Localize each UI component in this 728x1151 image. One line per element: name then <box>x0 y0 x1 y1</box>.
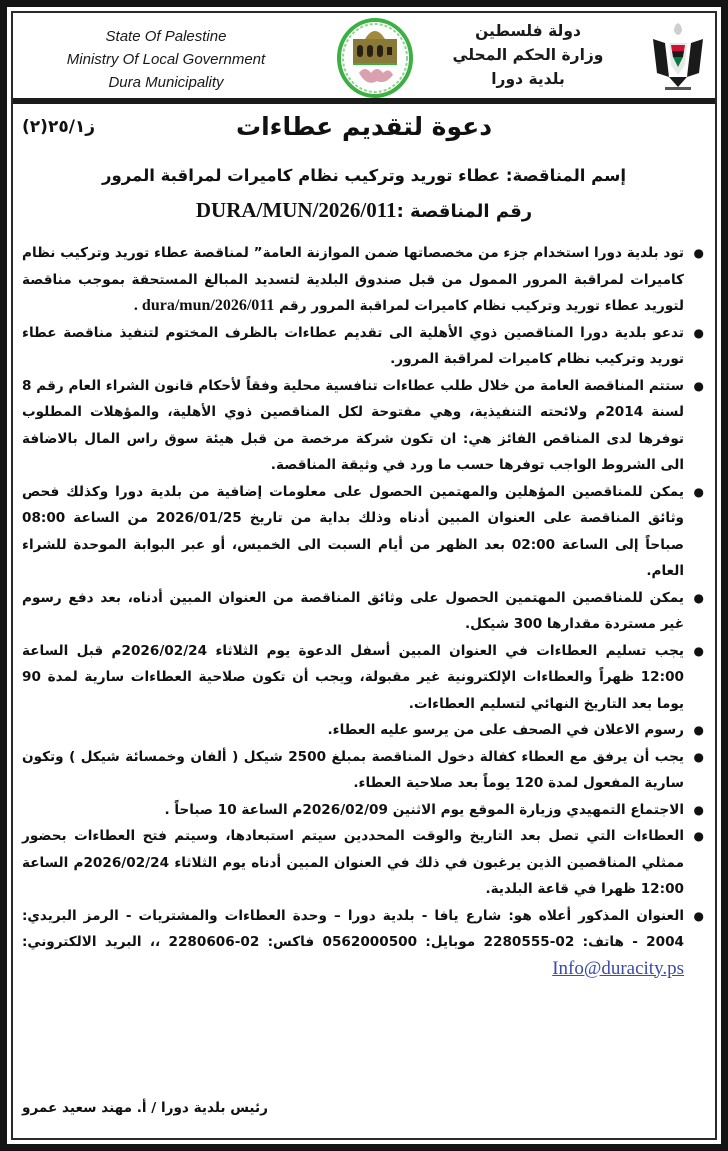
municipality-emblem-icon <box>335 17 415 99</box>
list-item: ● الاجتماع التمهيدي وزيارة الموقع يوم الاثنين 2026/02/09م الساعة 10 صباحاً . <box>22 797 706 824</box>
page-title: دعوة لتقديم عطاءات <box>235 112 493 141</box>
bullet-icon: ● <box>693 802 704 817</box>
list-item: ● رسوم الاعلان في الصحف على من يرسو عليه العطاء. <box>22 717 706 744</box>
bullet-icon: ● <box>693 643 704 658</box>
signature: رئيس بلدية دورا / أ. مهند سعيد عمرو <box>22 1100 268 1116</box>
tender-number-label: رقم المناقصة : <box>396 201 533 222</box>
header-en-line-state: State Of Palestine <box>105 28 227 45</box>
header-ar-line-state: دولة فلسطين <box>475 22 581 40</box>
tender-ref: dura/mun/2026/011 . <box>133 297 275 314</box>
bullet-icon: ● <box>693 908 704 923</box>
tender-name-label: إسم المناقصة: <box>505 166 626 185</box>
tender-name <box>0 166 728 185</box>
bullet-icon: ● <box>693 378 704 393</box>
bullet-icon: ● <box>693 246 704 260</box>
header-ar-line-ministry: وزارة الحكم المحلي <box>452 46 604 64</box>
bullet-icon: ● <box>693 749 704 764</box>
header-english <box>51 25 281 94</box>
header-arabic <box>433 19 623 91</box>
tender-terms-list <box>22 240 706 983</box>
bullet-icon: ● <box>693 590 704 605</box>
reference-code: ز٢٥/١(٢) <box>22 117 96 137</box>
list-item: ● العطاءات التي تصل بعد التاريخ والوقت المحددين سيتم استبعادها، وسيتم فتح العطاءات بحضور ممثلي المناقصين الذين يرغبون في ذلك في العنوان المبين أدناه يوم الثلاثاء 2026/02/24م الساعة 12:00 ظهرا في قاعة البلدية. <box>22 823 706 903</box>
list-item: ● تود بلدية دورا استخدام جزء من مخصصاتها ضمن الموازنة العامة” لمناقصة عطاء توريد وتركيب نظام كاميرات لمراقبة المرور الممول من قبل صندوق البلدية لتسديد المبالغ المستحقة بموجب مناقصة لتوريد عطاء توريد وتركيب نظام كاميرات لمراقبة المرور رقم dura/mun/2026/011 . <box>22 240 706 320</box>
header-en-line-ministry: Ministry Of Local Government <box>66 51 266 68</box>
list-item: ● يمكن للمناقصين المؤهلين والمهتمين الحصول على معلومات إضافية من بلدية دورا وكذلك فحص وثائق المناقصة على العنوان المبين أدناه وذلك بداية من تاريخ 2026/01/25 من الساعة 08:00 صباحاً إلى الساعة 02:00 بعد الظهر من أيام السبت الى الخميس، أو عبر البوابة الموحدة للشراء العام. <box>22 479 706 585</box>
header-divider <box>13 98 715 104</box>
list-item: ● يجب تسليم العطاءات في العنوان المبين أسفل الدعوة يوم الثلاثاء 2026/02/24م قبل الساعة 12:00 ظهراً والعطاءات الإلكترونية غير مقبولة، ويجب أن تكون صلاحية العطاءات سارية لمدة 90 يوما بعد التاريخ النهائي لتسليم العطاءات. <box>22 638 706 718</box>
bullet-icon: ● <box>693 484 704 499</box>
tender-name-value: عطاء توريد وتركيب نظام كاميرات لمراقبة المرور <box>101 166 501 185</box>
email-link[interactable]: Info@duracity.ps <box>552 957 684 979</box>
list-item-address: ● العنوان المذكور أعلاه هو: شارع يافا - بلدية دورا – وحدة العطاءات والمشتريات - الرمز البريدي: 2004 - هاتف: 02-2280555 موبايل: 0562000500 فاكس: 02-2280606 ،، البريد الالكتروني: Info@duracity.ps <box>22 903 706 984</box>
list-item: ● تدعو بلدية دورا المناقصين ذوي الأهلية الى تقديم عطاءات بالظرف المختوم لتنفيذ مناقصة عطاء توريد وتركيب نظام كاميرات لمراقبة المرور. <box>22 320 706 373</box>
bullet-icon: ● <box>693 829 704 843</box>
list-item: ● ستتم المناقصة العامة من خلال طلب عطاءات تنافسية محلية وفقاً لأحكام قانون الشراء العام رقم 8 لسنة 2014م ولائحته التنفيذية، وهي مفتوحة لكل المناقصين ذوي الأهلية، والمؤهلات المطلوب توفرها لدى المناقص الفائز هي: ان تكون شركة مرخصة من قبل هيئة سوق راس المال بالاضافة الى الشروط الواجب توفرها حسب ما ورد في وثيقة المناقصة. <box>22 373 706 479</box>
list-item: ● يمكن للمناقصين المهتمين الحصول على وثائق المناقصة من العنوان المبين أدناه، بعد دفع رسوم غير مستردة مقدارها 300 شيكل. <box>22 585 706 638</box>
header-ar-line-municipality: بلدية دورا <box>491 70 565 88</box>
list-item: ● يجب أن يرفق مع العطاء كفالة دخول المناقصة بمبلغ 2500 شيكل ( ألفان وخمسائة شيكل ) وتكون سارية المفعول لمدة 120 يوماً بعد صلاحية العطاء. <box>22 744 706 797</box>
letterhead <box>13 13 715 103</box>
tender-number-value: DURA/MUN/2026/011 <box>195 198 397 222</box>
tender-number <box>0 198 728 223</box>
palestine-eagle-icon <box>647 17 709 97</box>
bullet-icon: ● <box>693 723 704 737</box>
bullet-icon: ● <box>693 325 704 340</box>
header-en-line-municipality: Dura Municipality <box>108 74 224 91</box>
